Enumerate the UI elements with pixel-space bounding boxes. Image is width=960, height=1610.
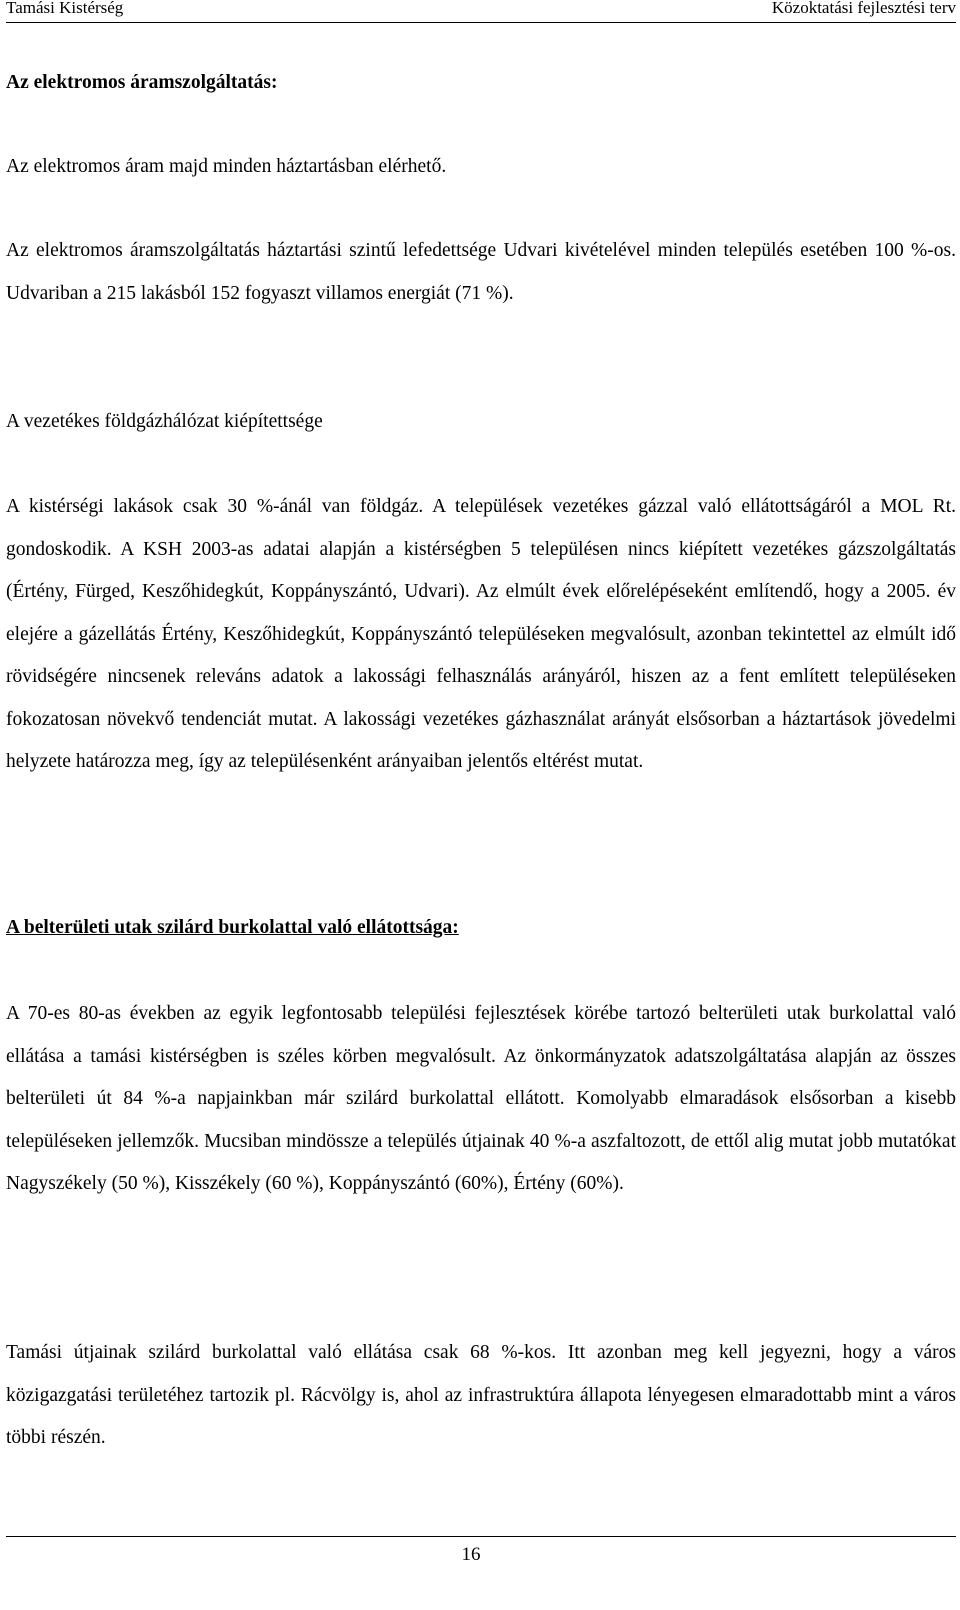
header-document-title: Közoktatási fejlesztési terv	[771, 0, 956, 17]
roads-paragraph-1: A 70-es 80-as években az egyik legfontosabb települési fejlesztések körébe tartozó belterületi utak burkolattal való ellátása a tamási kistérségben is széles körben megvalósult. Az önkormányzatok adatszolgáltatása alapján az összes belterületi út 84 %-a napjainkban már szilárd burkolattal ellátott. Komolyabb elmaradások elsősorban a kisebb településeken jellemzők. Mucsiban mindössze a település útjainak 40 %-a aszfaltozott, de ettől alig mutat jobb mutatókat Nagyszékely (50 %), Kisszékely (60 %), Koppányszántó (60%), Értény (60%).	[6, 1003, 956, 1194]
roads-heading	[6, 907, 956, 950]
gas-paragraph-1: A kistérségi lakások csak 30 %-ánál van földgáz. A települések vezetékes gázzal való ellátottságáról a MOL Rt. gondoskodik. A KSH 2003-as adatai alapján a kistérségben 5 településen nincs kiépített vezetékes gázszolgáltatás (Értény, Fürged, Keszőhidegkút, Koppányszántó, Udvari). Az elmúlt évek előrelépéseként említendő, hogy a 2005. év elejére a gázellátás Értény, Keszőhidegkút, Koppányszántó településeken megvalósult, azonban tekintettel az elmúlt idő rövidségére nincsenek releváns adatok a lakossági felhasználás arányáról, hiszen az a fent említett településeken fokozatosan növekvő tendenciát mutat. A lakossági vezetékes gázhasználat arányát elsősorban a háztartások jövedelmi helyzete határozza meg, így az településenként arányaiban jelentős eltérést mutat.	[6, 496, 956, 772]
electricity-paragraph-1: Az elektromos áram majd minden háztartásban elérhető.	[6, 156, 447, 177]
electricity-heading: Az elektromos áramszolgáltatás:	[6, 72, 278, 93]
gas-heading: A vezetékes földgázhálózat kiépítettsége	[6, 411, 323, 432]
roads-heading-text: A belterületi utak szilárd burkolattal való ellátottsága:	[6, 917, 459, 938]
document-page	[6, 0, 956, 1610]
roads-paragraph-2: Tamási útjainak szilárd burkolattal való ellátása csak 68 %-kos. Itt azonban meg kell jegyezni, hogy a város közigazgatási területéhez tartozik pl. Rácvölgy is, ahol az infrastruktúra állapota lényegesen elmaradottabb mint a város többi részén.	[6, 1342, 956, 1448]
page-header	[6, 0, 956, 23]
header-region-title: Tamási Kistérség	[6, 0, 124, 17]
page-number: 16	[461, 1544, 481, 1565]
electricity-paragraph-2: Az elektromos áramszolgáltatás háztartási szintű lefedettsége Udvari kivételével minden település esetében 100 %-os. Udvariban a 215 lakásból 152 fogyaszt villamos energiát (71 %).	[6, 240, 956, 304]
footer-rule	[6, 1536, 956, 1537]
